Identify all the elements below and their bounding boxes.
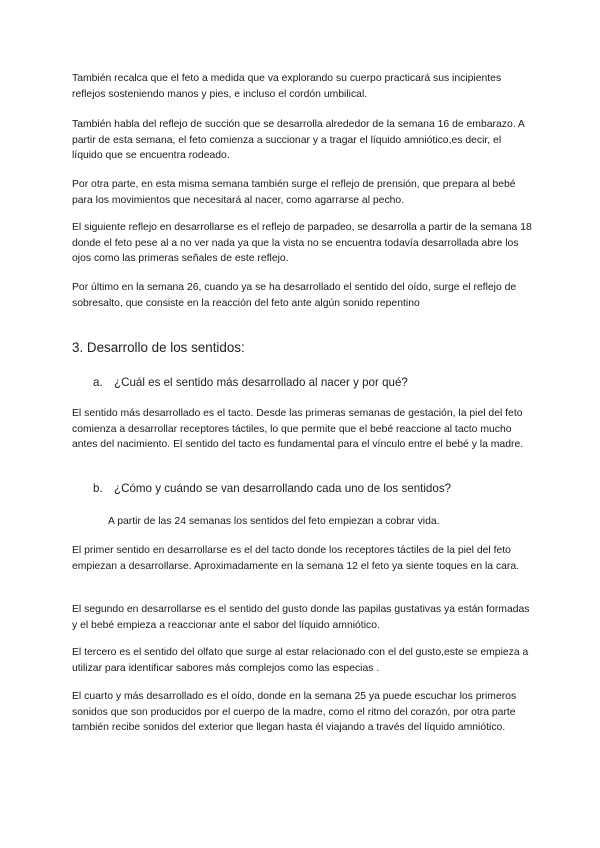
paragraph-reflexes-hands: También recalca que el feto a medida que va explorando su cuerpo practicará sus incipientes reflejos sosteniendo manos y pies, e incluso el cordón umbilical. [72, 73, 502, 100]
question-b-heading [93, 481, 451, 496]
section-heading [72, 339, 245, 356]
paragraph-suction-reflex: También habla del reflejo de succión que se desarrolla alrededor de la semana 16 de embarazo. A partir de esta semana, el feto comienza a succionar y a tragar el líquido amniótico,es decir, el líquido que se encuentra rodeado. [72, 119, 525, 161]
answer-b-intro: A partir de las 24 semanas los sentidos del feto empiezan a cobrar vida. [108, 516, 440, 527]
paragraph-smell-sense: El tercero es el sentido del olfato que surge al estar relacionado con el del gusto,este se empieza a utilizar para identificar sabores más complejos como las especias . [72, 647, 529, 674]
answer-a-paragraph: El sentido más desarrollado es el tacto. Desde las primeras semanas de gestación, la piel del feto comienza a desarrollar receptores táctiles, lo que permite que el bebé reaccione al tacto mucho antes del nacimiento. El sentido del tacto es fundamental para el vínculo entre el bebé y la madre. [72, 408, 524, 450]
question-b-marker: b. [93, 482, 103, 495]
section-number: 3. [72, 340, 84, 355]
question-a-heading [93, 375, 408, 390]
paragraph-taste-sense: El segundo en desarrollarse es el sentido del gusto donde las papilas gustativas ya están formadas y el bebé empieza a reaccionar ante el sabor del líquido amniótico. [72, 604, 530, 631]
paragraph-blink-reflex: El siguiente reflejo en desarrollarse es el reflejo de parpadeo, se desarrolla a partir de la semana 18 donde el feto pese al a no ver nada ya que la vista no se encuentra todavía desarrollada abre los ojos como las primeras señales de este reflejo. [72, 222, 532, 264]
section-title: Desarrollo de los sentidos: [86, 340, 245, 355]
paragraph-touch-sense: El primer sentido en desarrollarse es el del tacto donde los receptores táctiles de la piel del feto empiezan a desarrollarse. Aproximadamente en la semana 12 el feto ya siente toques en la cara. [72, 545, 520, 572]
question-b-text: ¿Cómo y cuándo se van desarrollando cada uno de los sentidos? [114, 482, 452, 495]
paragraph-grasp-reflex: Por otra parte, en esta misma semana también surge el reflejo de prensión, que prepara al bebé para los movimientos que necesitará al nacer, como agarrarse al pecho. [72, 179, 516, 206]
paragraph-startle-reflex: Por último en la semana 26, cuando ya se ha desarrollado el sentido del oído, surge el reflejo de sobresalto, que consiste en la reacción del feto ante algún sonido repentino [72, 282, 517, 309]
paragraph-hearing-sense: El cuarto y más desarrollado es el oído, donde en la semana 25 ya puede escuchar los primeros sonidos que son producidos por el cuerpo de la madre, como el ritmo del corazón, por otra parte también recibe sonidos del exterior que llegan hasta él viajando a través del líquido amniótico. [72, 691, 517, 733]
question-a-text: ¿Cuál es el sentido más desarrollado al nacer y por qué? [114, 376, 408, 389]
question-a-marker: a. [93, 376, 103, 389]
